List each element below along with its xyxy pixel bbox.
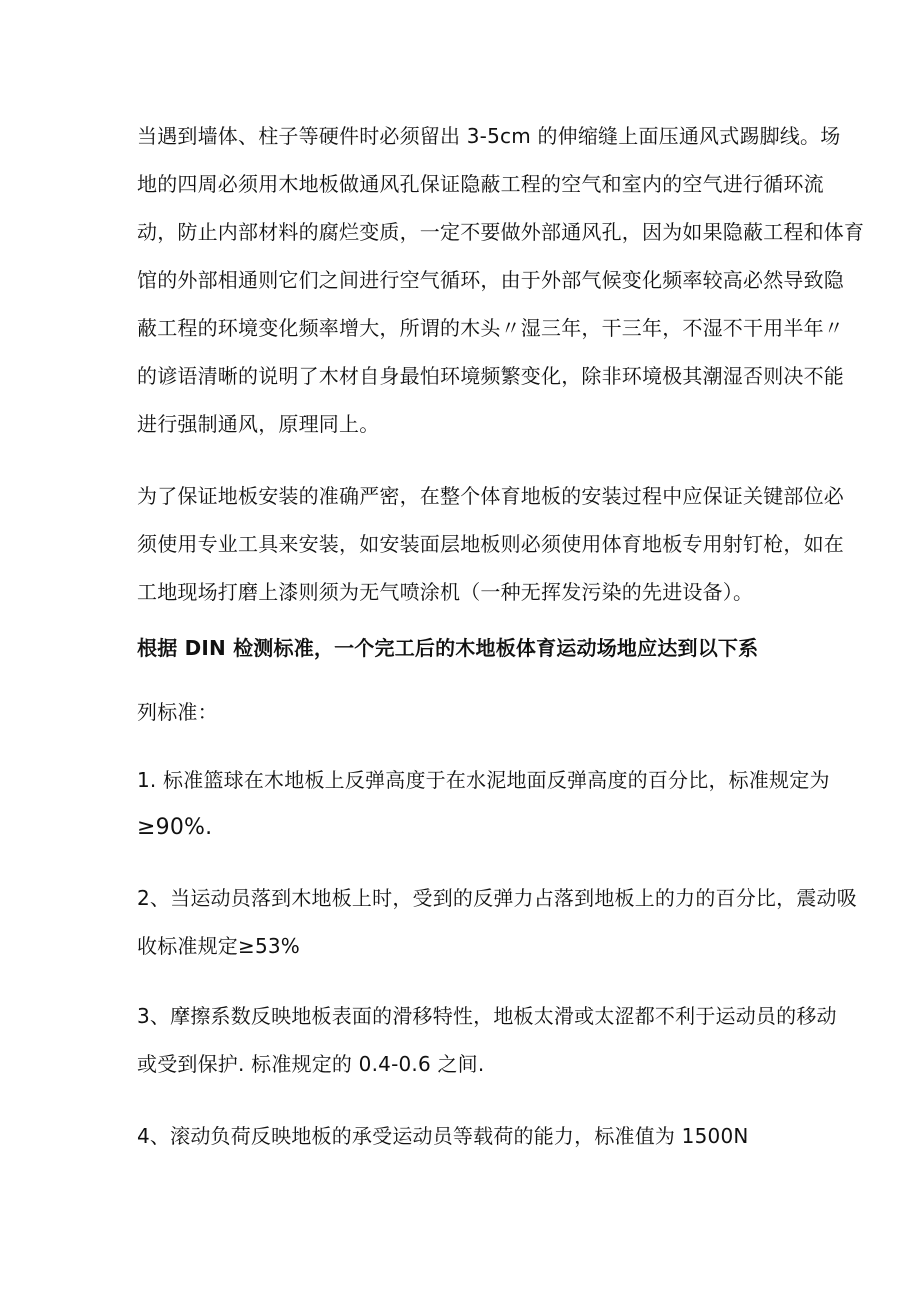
text-line: 的谚语清晰的说明了木材自身最怕环境频繁变化，除非环境极其潮湿否则决不能 [137, 364, 844, 388]
text-line: 1. 标准篮球在木地板上反弹高度于在水泥地面反弹高度的百分比，标准规定为 [137, 768, 830, 792]
text-line: 馆的外部相通则它们之间进行空气循环，由于外部气候变化频率较高必然导致隐 [137, 268, 844, 292]
text-line: 蔽工程的环境变化频率增大，所谓的木头〃湿三年，干三年，不湿不干用半年〃 [137, 316, 844, 340]
text-line: 进行强制通风，原理同上。 [137, 412, 380, 436]
text-line: 须使用专业工具来安装，如安装面层地板则必须使用体育地板专用射钉枪，如在 [137, 532, 844, 556]
text-line: 动，防止内部材料的腐烂变质，一定不要做外部通风孔，因为如果隐蔽工程和体育 [137, 220, 865, 244]
text-line: ≥90%. [137, 815, 213, 840]
text-line: 收标准规定≥53% [137, 934, 301, 958]
text-line: 工地现场打磨上漆则须为无气喷涂机（一种无挥发污染的先进设备）。 [137, 580, 754, 604]
text-line: 为了保证地板安装的准确严密，在整个体育地板的安装过程中应保证关键部位必 [137, 484, 844, 508]
standards-heading: 根据 DIN 检测标准，一个完工后的木地板体育运动场地应达到以下系 [137, 636, 759, 660]
text-line: 当遇到墙体、柱子等硬件时必须留出 3-5cm 的伸缩缝上面压通风式踢脚线。场 [137, 124, 841, 148]
text-line: 4、滚动负荷反映地板的承受运动员等载荷的能力，标准值为 1500N [137, 1124, 749, 1148]
text-line: 3、摩擦系数反映地板表面的滑移特性，地板太滑或太涩都不利于运动员的移动 [137, 1004, 837, 1028]
standards-heading-continued: 列标准： [137, 700, 218, 724]
text-line: 或受到保护. 标准规定的 0.4-0.6 之间. [137, 1052, 485, 1076]
text-line: 地的四周必须用木地板做通风孔保证隐蔽工程的空气和室内的空气进行循环流 [137, 172, 824, 196]
text-line: 2、当运动员落到木地板上时，受到的反弹力占落到地板上的力的百分比，震动吸 [137, 886, 857, 910]
